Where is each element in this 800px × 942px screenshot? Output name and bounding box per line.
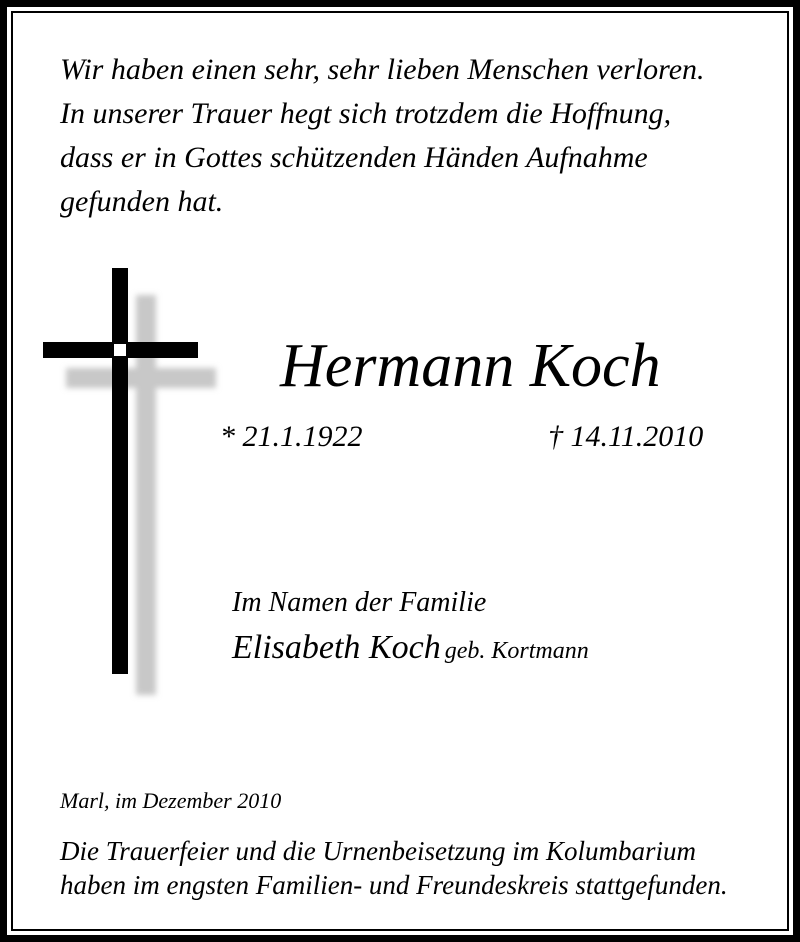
family-label: Im Namen der Familie	[232, 587, 487, 618]
cross-shape	[43, 268, 198, 674]
deceased-name: Hermann Koch	[280, 332, 661, 400]
birth-date: * 21.1.1922	[220, 420, 363, 453]
note-line: Die Trauerfeier und die Urnenbeisetzung im Kolumbarium	[60, 836, 696, 866]
ceremony-note	[60, 834, 728, 902]
family-name: Elisabeth Koch	[232, 629, 441, 666]
cross-highlight	[114, 344, 126, 356]
note-line: haben im engsten Familien- und Freundeskreis stattgefunden.	[60, 870, 728, 900]
family-born-name: geb. Kortmann	[444, 638, 589, 664]
intro-line: dass er in Gottes schützenden Händen Aufnahme	[60, 141, 648, 174]
place-date: Marl, im Dezember 2010	[60, 788, 282, 813]
intro-line: In unserer Trauer hegt sich trotzdem die Hoffnung,	[60, 97, 672, 130]
family-signature	[232, 628, 589, 674]
death-date: † 14.11.2010	[548, 420, 704, 453]
intro-line: Wir haben einen sehr, sehr lieben Menschen verloren.	[60, 53, 705, 86]
intro-line: gefunden hat.	[60, 185, 224, 218]
